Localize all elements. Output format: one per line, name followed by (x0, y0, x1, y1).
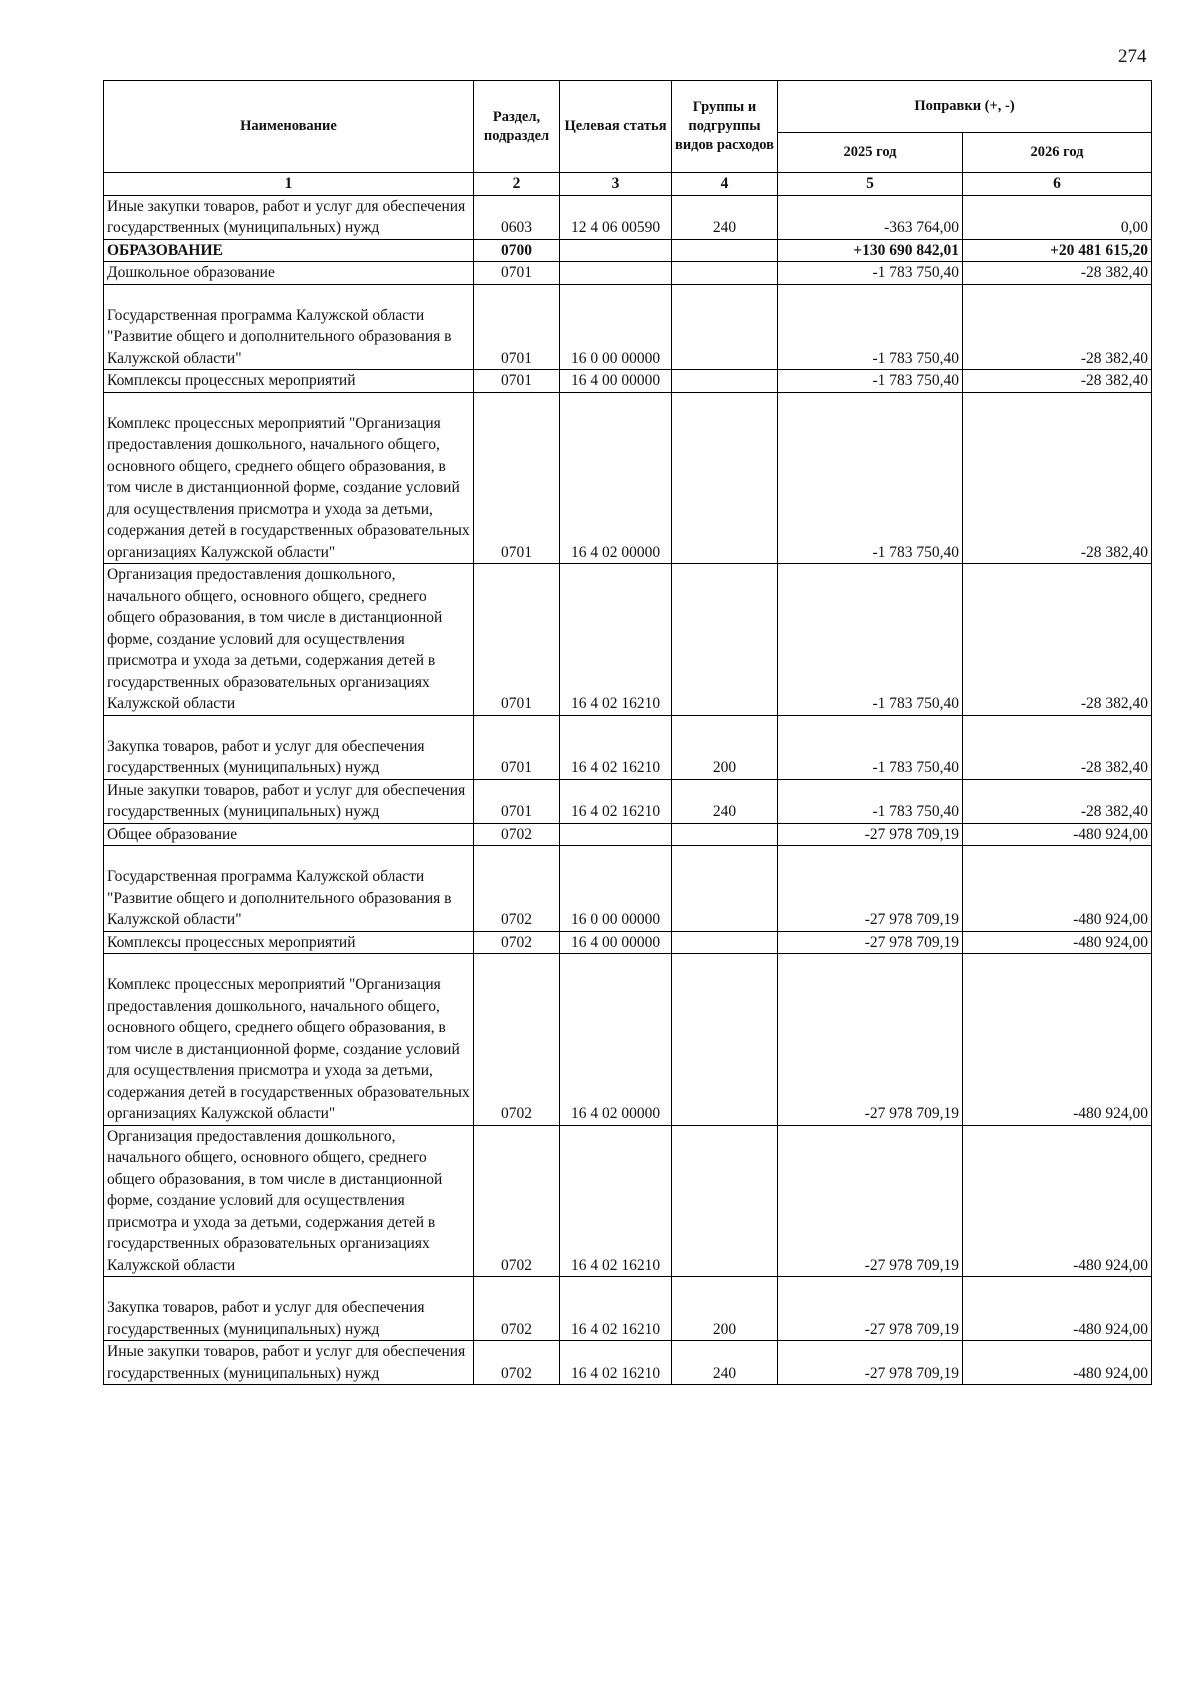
row-group (672, 846, 778, 932)
row-amount-2026: -480 924,00 (963, 846, 1152, 932)
table-row (104, 370, 1152, 393)
row-section: 0701 (474, 392, 560, 564)
row-name: Комплексы процессных мероприятий (104, 370, 474, 393)
row-section: 0702 (474, 1277, 560, 1341)
table-row (104, 954, 1152, 1126)
row-amount-2026: -480 924,00 (963, 1277, 1152, 1341)
table-row (104, 1341, 1152, 1385)
row-amount-2026: -480 924,00 (963, 1125, 1152, 1277)
header-year-2025: 2025 год (778, 133, 963, 173)
row-group: 240 (672, 195, 778, 239)
row-amount-2026: -28 382,40 (963, 262, 1152, 285)
table-body (104, 195, 1152, 1385)
row-amount-2025: -1 783 750,40 (778, 262, 963, 285)
row-amount-2026: -28 382,40 (963, 564, 1152, 716)
row-target: 16 4 00 00000 (560, 931, 672, 954)
row-amount-2025: -1 783 750,40 (778, 779, 963, 823)
row-section: 0702 (474, 931, 560, 954)
row-target: 16 4 02 16210 (560, 1125, 672, 1277)
row-group (672, 392, 778, 564)
table-row (104, 823, 1152, 846)
table-row (104, 262, 1152, 285)
row-name: Государственная программа Калужской области "Развитие общего и дополнительного образования в Калужской области" (104, 284, 474, 370)
row-section: 0702 (474, 846, 560, 932)
row-amount-2026: -480 924,00 (963, 954, 1152, 1126)
row-amount-2025: -1 783 750,40 (778, 564, 963, 716)
row-section: 0701 (474, 779, 560, 823)
row-amount-2026: -28 382,40 (963, 715, 1152, 779)
row-group (672, 931, 778, 954)
table-row (104, 846, 1152, 932)
row-section: 0701 (474, 262, 560, 285)
page-number: 274 (1118, 46, 1147, 67)
header-group: Группы и подгруппы видов расходов (672, 81, 778, 173)
row-section: 0701 (474, 715, 560, 779)
column-number: 2 (474, 173, 560, 196)
column-number: 5 (778, 173, 963, 196)
row-name: Дошкольное образование (104, 262, 474, 285)
row-amount-2026: -28 382,40 (963, 779, 1152, 823)
column-number-row (104, 173, 1152, 196)
row-amount-2025: -27 978 709,19 (778, 823, 963, 846)
row-amount-2025: -1 783 750,40 (778, 715, 963, 779)
table-row (104, 1125, 1152, 1277)
row-name: Организация предоставления дошкольного, начального общего, основного общего, среднего общего образования, в том числе в дистанционной форме, создание условий для осуществления присмотра и ухода за детьми, содержания детей в государственных образовательных организациях Калужской области (104, 1125, 474, 1277)
table-row (104, 779, 1152, 823)
row-group: 240 (672, 779, 778, 823)
budget-amendments-table (103, 80, 1152, 1385)
row-name: Комплекс процессных мероприятий "Организация предоставления дошкольного, начального общего, основного общего, среднего общего образования, в том числе в дистанционной форме, создание условий для осуществления присмотра и ухода за детьми, содержания детей в государственных образовательных организациях Калужской области" (104, 392, 474, 564)
row-amount-2026: +20 481 615,20 (963, 239, 1152, 262)
row-section: 0701 (474, 564, 560, 716)
row-section: 0701 (474, 370, 560, 393)
table-row (104, 284, 1152, 370)
row-target: 16 4 02 16210 (560, 779, 672, 823)
table-row (104, 931, 1152, 954)
row-name: Государственная программа Калужской области "Развитие общего и дополнительного образования в Калужской области" (104, 846, 474, 932)
column-number: 6 (963, 173, 1152, 196)
row-group (672, 1125, 778, 1277)
row-amount-2025: -27 978 709,19 (778, 1277, 963, 1341)
column-number: 3 (560, 173, 672, 196)
row-amount-2026: 0,00 (963, 195, 1152, 239)
row-amount-2026: -480 924,00 (963, 823, 1152, 846)
row-amount-2025: -27 978 709,19 (778, 1341, 963, 1385)
row-target: 16 4 02 16210 (560, 564, 672, 716)
row-name: Комплекс процессных мероприятий "Организация предоставления дошкольного, начального общего, основного общего, среднего общего образования, в том числе в дистанционной форме, создание условий для осуществления присмотра и ухода за детьми, содержания детей в государственных образовательных организациях Калужской области" (104, 954, 474, 1126)
row-group (672, 370, 778, 393)
row-amount-2025: -27 978 709,19 (778, 931, 963, 954)
header-year-2026: 2026 год (963, 133, 1152, 173)
row-target: 16 4 02 16210 (560, 715, 672, 779)
row-group (672, 823, 778, 846)
row-target: 16 4 02 16210 (560, 1341, 672, 1385)
row-name: Иные закупки товаров, работ и услуг для обеспечения государственных (муниципальных) нужд (104, 779, 474, 823)
row-target (560, 823, 672, 846)
row-name: Закупка товаров, работ и услуг для обеспечения государственных (муниципальных) нужд (104, 715, 474, 779)
table-row (104, 715, 1152, 779)
header-section: Раздел, подраздел (474, 81, 560, 173)
row-amount-2025: -1 783 750,40 (778, 284, 963, 370)
header-amendments: Поправки (+, -) (778, 81, 1152, 133)
row-target: 16 0 00 00000 (560, 846, 672, 932)
row-amount-2025: +130 690 842,01 (778, 239, 963, 262)
header-name: Наименование (104, 81, 474, 173)
row-target (560, 262, 672, 285)
row-name: Закупка товаров, работ и услуг для обеспечения государственных (муниципальных) нужд (104, 1277, 474, 1341)
row-group (672, 284, 778, 370)
column-number: 4 (672, 173, 778, 196)
row-target: 16 4 02 00000 (560, 954, 672, 1126)
row-name: Иные закупки товаров, работ и услуг для обеспечения государственных (муниципальных) нужд (104, 1341, 474, 1385)
row-amount-2025: -27 978 709,19 (778, 1125, 963, 1277)
row-name: Комплексы процессных мероприятий (104, 931, 474, 954)
row-amount-2025: -1 783 750,40 (778, 392, 963, 564)
row-amount-2025: -1 783 750,40 (778, 370, 963, 393)
row-group: 200 (672, 1277, 778, 1341)
header-target: Целевая статья (560, 81, 672, 173)
row-section: 0702 (474, 823, 560, 846)
row-amount-2025: -27 978 709,19 (778, 954, 963, 1126)
row-group (672, 262, 778, 285)
row-target: 12 4 06 00590 (560, 195, 672, 239)
column-number: 1 (104, 173, 474, 196)
table-row (104, 564, 1152, 716)
row-name: ОБРАЗОВАНИЕ (104, 239, 474, 262)
row-target: 16 4 00 00000 (560, 370, 672, 393)
row-name: Иные закупки товаров, работ и услуг для обеспечения государственных (муниципальных) нужд (104, 195, 474, 239)
row-section: 0701 (474, 284, 560, 370)
row-group (672, 239, 778, 262)
row-section: 0702 (474, 1125, 560, 1277)
row-target: 16 4 02 00000 (560, 392, 672, 564)
row-amount-2025: -363 764,00 (778, 195, 963, 239)
row-group: 200 (672, 715, 778, 779)
row-amount-2026: -480 924,00 (963, 931, 1152, 954)
row-target: 16 0 00 00000 (560, 284, 672, 370)
table-row (104, 195, 1152, 239)
row-section: 0700 (474, 239, 560, 262)
row-section: 0702 (474, 1341, 560, 1385)
row-target: 16 4 02 16210 (560, 1277, 672, 1341)
row-amount-2026: -28 382,40 (963, 392, 1152, 564)
row-group: 240 (672, 1341, 778, 1385)
table-row (104, 1277, 1152, 1341)
row-amount-2026: -28 382,40 (963, 284, 1152, 370)
row-group (672, 564, 778, 716)
row-name: Организация предоставления дошкольного, начального общего, основного общего, среднего общего образования, в том числе в дистанционной форме, создание условий для осуществления присмотра и ухода за детьми, содержания детей в государственных образовательных организациях Калужской области (104, 564, 474, 716)
table-row (104, 392, 1152, 564)
row-group (672, 954, 778, 1126)
row-amount-2026: -480 924,00 (963, 1341, 1152, 1385)
table-row (104, 239, 1152, 262)
row-section: 0603 (474, 195, 560, 239)
row-section: 0702 (474, 954, 560, 1126)
row-name: Общее образование (104, 823, 474, 846)
row-amount-2026: -28 382,40 (963, 370, 1152, 393)
row-target (560, 239, 672, 262)
row-amount-2025: -27 978 709,19 (778, 846, 963, 932)
